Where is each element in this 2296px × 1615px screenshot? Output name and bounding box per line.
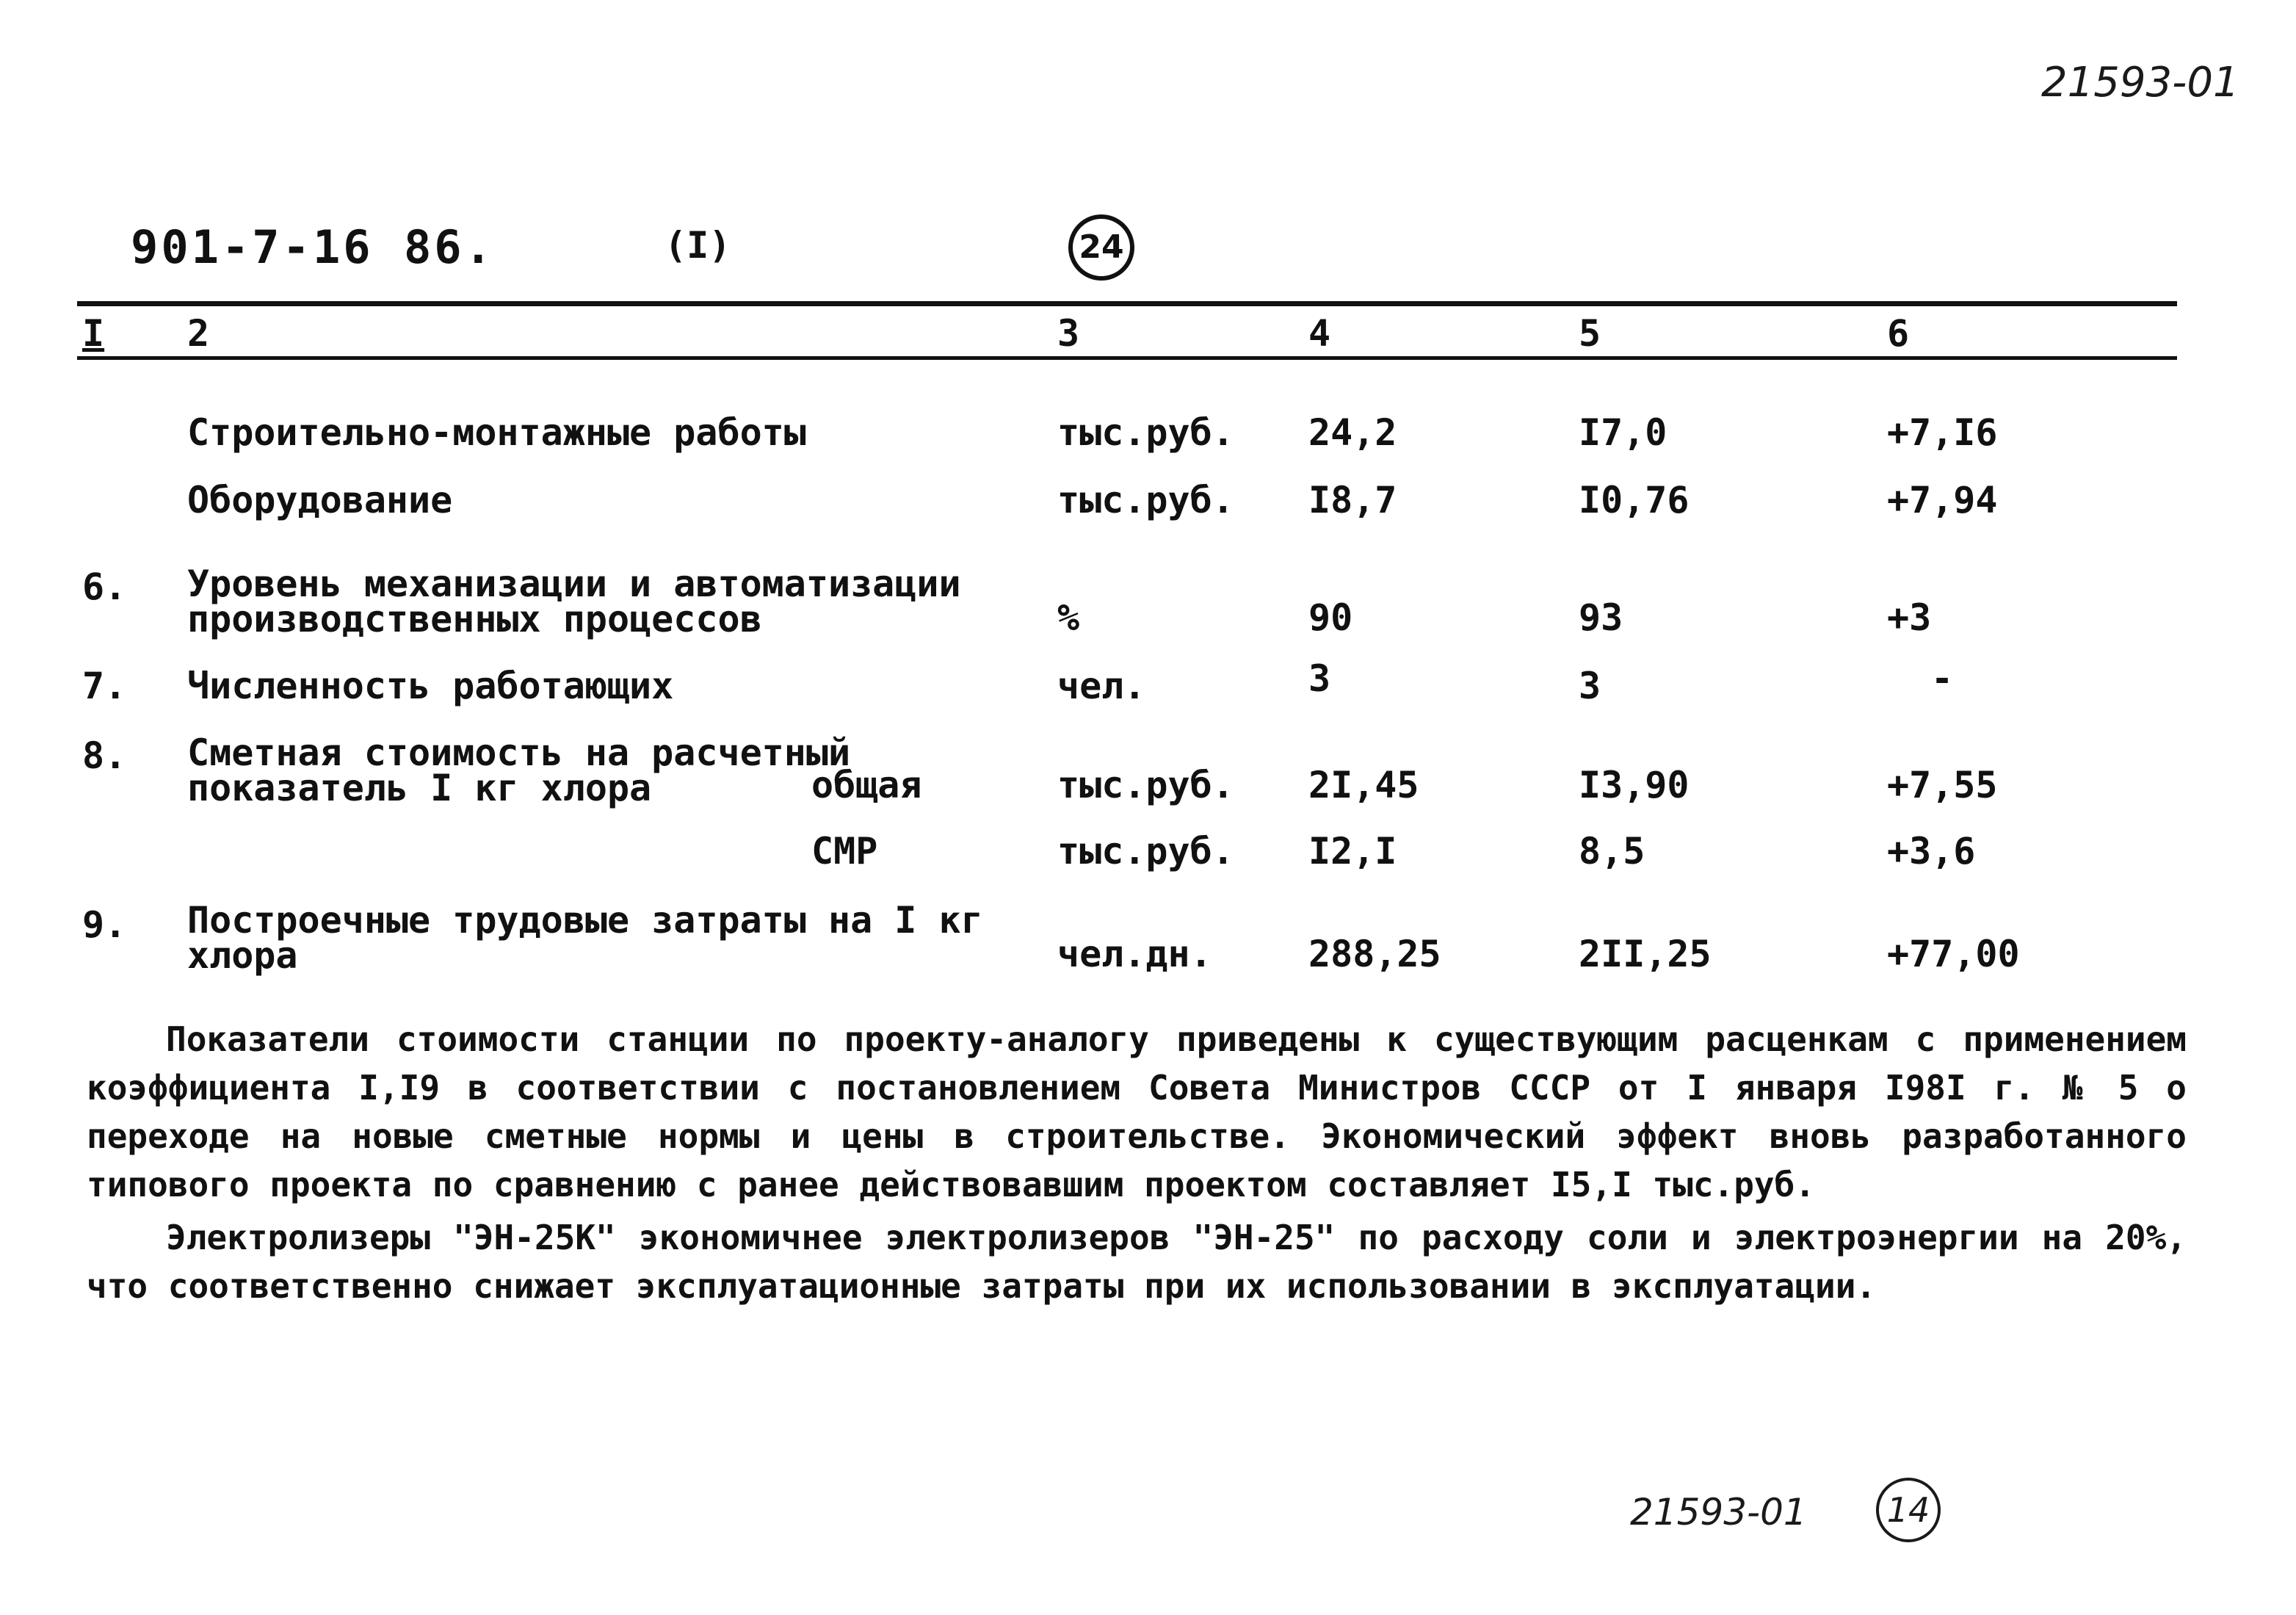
row-value-6: +7,I6	[1887, 411, 1998, 454]
column-header-1: I	[82, 312, 105, 355]
row-value-4: 90	[1308, 596, 1353, 639]
row-value-4: 24,2	[1308, 411, 1397, 454]
column-header-5: 5	[1579, 312, 1601, 355]
row-subcategory: общая	[811, 764, 922, 806]
column-header-4: 4	[1308, 312, 1331, 355]
row-name-line-1: Сметная стоимость на расчетный	[187, 731, 851, 774]
row-unit: чел.дн.	[1057, 933, 1212, 975]
document-part: (I)	[664, 224, 731, 267]
row-value-4: I2,I	[1308, 830, 1397, 872]
row-name: Численность работающих	[187, 665, 674, 707]
row-value-5: I7,0	[1579, 411, 1667, 454]
page-number-badge: 14	[1876, 1478, 1941, 1542]
document-code: 901-7-16 86.	[131, 220, 495, 274]
row-number: 8.	[82, 734, 127, 777]
table-top-rule	[77, 301, 2177, 306]
row-name-line-2: хлора	[187, 934, 298, 977]
row-unit: тыс.руб.	[1057, 479, 1234, 521]
paragraph-electrolyzers: Электролизеры "ЭН-25К" экономичнее электролизеров "ЭН-25" по расходу соли и электроэнергии на 20%, что соответственно снижает эксплуатационные затраты при их использовании в эксплуатации.	[87, 1218, 2187, 1306]
row-value-4: 2I,45	[1308, 764, 1419, 806]
row-unit: тыс.руб.	[1057, 764, 1234, 806]
row-value-6: +7,55	[1887, 764, 1998, 806]
row-value-4: 288,25	[1308, 933, 1441, 975]
row-unit: тыс.руб.	[1057, 411, 1234, 454]
archive-number-bottom: 21593-01	[1630, 1491, 1807, 1533]
row-name-line-2: производственных процессов	[187, 598, 762, 640]
row-value-6: +7,94	[1887, 479, 1998, 521]
row-number: 9.	[82, 903, 127, 946]
row-value-6: +3,6	[1887, 830, 1976, 872]
row-value-5: 93	[1579, 596, 1623, 639]
column-header-6: 6	[1887, 312, 1910, 355]
row-value-6: +3	[1887, 596, 1932, 639]
row-value-4: I8,7	[1308, 479, 1397, 521]
column-header-2: 2	[187, 312, 210, 355]
row-value-5: I0,76	[1579, 479, 1690, 521]
row-unit: %	[1057, 596, 1080, 639]
row-unit: чел.	[1057, 665, 1146, 707]
table-header-rule	[77, 356, 2177, 360]
row-subcategory: СМР	[811, 830, 878, 872]
row-unit: тыс.руб.	[1057, 830, 1234, 872]
row-name-line-2: показатель I кг хлора	[187, 767, 652, 809]
column-header-3: 3	[1057, 312, 1080, 355]
row-name-line-1: Построечные трудовые затраты на I кг	[187, 899, 983, 942]
row-value-6: +77,00	[1887, 933, 2020, 975]
row-value-4: 3	[1308, 657, 1331, 700]
archive-number-top: 21593-01	[2041, 59, 2239, 106]
row-value-5: 2II,25	[1579, 933, 1712, 975]
row-name: Строительно-монтажные работы	[187, 411, 806, 454]
row-name-line-1: Уровень механизации и автоматизации	[187, 563, 961, 605]
row-value-5: I3,90	[1579, 764, 1690, 806]
paragraph-cost-indicators: Показатели стоимости станции по проекту-аналогу приведены к существующим расценкам с применением коэффициента I,I9 в соответствии с постановлением Совета Министров СССР от I января I98I г. № 5 о переходе на новые сметные нормы и цены в строительстве. Экономический эффект вновь разработанного типового проекта по сравнению с ранее действовавшим проектом составляет I5,I тыс.руб.	[87, 1019, 2187, 1204]
sheet-number-badge: 24	[1068, 214, 1134, 281]
row-name: Оборудование	[187, 479, 453, 521]
row-number: 7.	[82, 665, 127, 707]
row-value-5: 3	[1579, 665, 1601, 707]
row-value-5: 8,5	[1579, 830, 1645, 872]
row-value-6: -	[1931, 657, 1954, 700]
row-number: 6.	[82, 566, 127, 608]
